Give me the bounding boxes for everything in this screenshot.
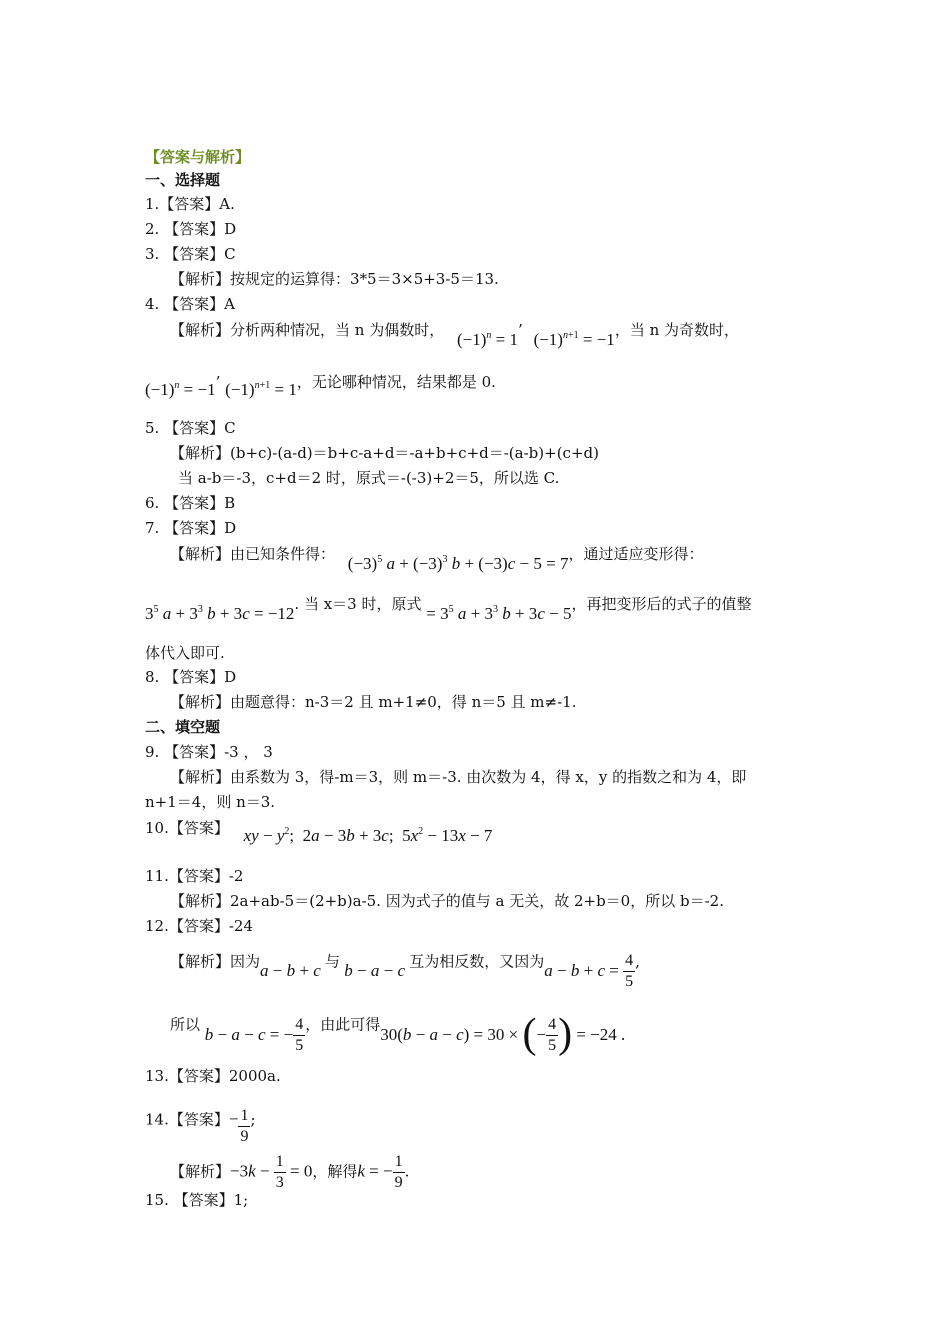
- section-choice: 一、选择题: [145, 171, 221, 189]
- explain-4-line2: $(-1)^n = -1$’ $(-1)^{n+1} = 1$，无论哪种情况，结果都是 0.: [145, 373, 496, 399]
- section-fill: 二、填空题: [145, 718, 221, 736]
- answer-11: 11.【答案】-2: [145, 867, 244, 885]
- answer-5: 5. 【答案】C: [145, 419, 236, 437]
- explain-4-end: ，无论哪种情况，结果都是 0.: [296, 373, 496, 391]
- answer-10-label: 10.【答案】: [145, 819, 229, 837]
- formula-result-end: = −24 .: [572, 1024, 626, 1044]
- page-title: 【答案与解析】: [145, 148, 251, 166]
- formula-a-b-c: a: [260, 960, 269, 980]
- formula-transformed: $3^5$ $a + 3^3$ b + 3c = −12: [145, 604, 295, 623]
- explain-12-line1: 【解析】因为a − b + c 与 b − a − c 互为相反数，又因为a − b + c = $\frac{4}{5}$ ,: [170, 952, 640, 990]
- explain-4-pre: 【解析】分析两种情况，当 n 为偶数时，: [170, 321, 445, 339]
- formula-condition: $(-3)^5$ $a + (-3)^3$ b + (−3)c − 5 = 7: [347, 554, 569, 573]
- formula-result: 30(b − a − c) = 30 ×: [380, 1024, 523, 1044]
- explain-4-mid: ，当 n 为奇数时，: [614, 321, 740, 339]
- answer-7: 7. 【答案】D: [145, 519, 237, 537]
- answer-14: 14.【答案】− $\frac{1}{9}$ ;: [145, 1107, 256, 1145]
- explain-12-mid2: 互为相反数，又因为: [409, 952, 545, 971]
- minus-sign: −: [536, 1024, 547, 1044]
- formula-even-2: $(-1)^{n+1} = -1$: [533, 330, 615, 349]
- formula-k: k = −: [357, 1161, 393, 1181]
- fraction-1-9: $\frac{1}{9}$: [240, 1107, 249, 1145]
- fraction-inner: $\frac{4}{5}$: [548, 1016, 557, 1054]
- answer-6: 6. 【答案】B: [145, 494, 236, 512]
- formula-odd-1: $(-1)^n = -1$: [145, 380, 216, 399]
- explain-7-line3: 体代入即可.: [145, 644, 225, 662]
- explain-8: 【解析】由题意得：n-3＝2 且 m+1≠0，得 n＝5 且 m≠-1.: [170, 693, 577, 711]
- answer-8: 8. 【答案】D: [145, 668, 237, 686]
- formula-answer-10: xy − $y^2$; 2a − 3b + 3c; $5x^2 - 13x - 7$: [243, 826, 493, 845]
- explain-14-mid: ，解得: [312, 1162, 358, 1181]
- paren-right: ): [558, 1010, 573, 1057]
- explain-3: 【解析】按规定的运算得：3*5＝3×5+3-5＝13.: [170, 270, 499, 288]
- equals-zero: = 0: [285, 1161, 313, 1181]
- answer-15: 15. 【答案】1;: [145, 1191, 249, 1209]
- explain-5-line2: 当 a-b＝-3，c+d＝2 时，原式＝-(-3)+2＝5，所以选 C.: [178, 469, 560, 487]
- explain-9-line1: 【解析】由系数为 3，得-m＝3，则 m＝-3. 由次数为 4，得 x，y 的指数之和为 4，即: [170, 768, 747, 786]
- answer-9: 9. 【答案】-3 ， 3: [145, 743, 273, 761]
- minus-14: −: [228, 1109, 239, 1129]
- fraction-1-3: $\frac{1}{3}$: [275, 1153, 284, 1191]
- paren-left: (: [522, 1010, 537, 1057]
- explain-14-pre: 【解析】: [170, 1162, 231, 1181]
- explain-12-pre2: 所以: [170, 1015, 201, 1034]
- formula-part: − b + c: [268, 960, 321, 980]
- fraction-1-9-k: $\frac{1}{9}$: [394, 1153, 403, 1191]
- formula-value: a − b + c =: [544, 960, 624, 980]
- explain-5-line1: 【解析】(b+c)-(a-d)＝b+c-a+d＝-a+b+c+d＝-(a-b)+(c+d): [170, 444, 599, 462]
- formula-b-a-c: b − a − c: [344, 960, 405, 980]
- explain-7-line1: [170, 544, 704, 573]
- explain-12-line2: [170, 1005, 626, 1057]
- explain-4-line1: 【解析】分析两种情况，当 n 为偶数时， $(-1)^n = 1$’ $(-1)^{n+1} = -1$，当 n 为奇数时，: [170, 321, 740, 349]
- fraction-4-5: $\frac{4}{5}$: [625, 952, 634, 990]
- answer-14-label: 14.【答案】: [145, 1110, 229, 1129]
- explain-12-mid3: ，由此可得: [305, 1015, 381, 1034]
- explain-11: 【解析】2a+ab-5＝(2+b)a-5. 因为式子的值与 a 无关，故 2+b＝0，所以 b＝-2.: [170, 892, 724, 910]
- explain-7-mid2: . 当 x＝3 时，原式: [294, 595, 422, 613]
- answer-10: [145, 818, 493, 845]
- answer-3: 3. 【答案】C: [145, 245, 236, 263]
- formula-equation-14: −3k −: [230, 1161, 274, 1181]
- formula-b-a-c-value: b − a − c = −: [204, 1024, 294, 1044]
- explain-7-line2: [145, 594, 752, 623]
- answer-4: 4. 【答案】A: [145, 295, 235, 313]
- fraction-neg-4-5: $\frac{4}{5}$: [295, 1016, 304, 1054]
- answer-2: 2. 【答案】D: [145, 220, 237, 238]
- formula-even-1: $(-1)^n = 1$: [456, 330, 518, 349]
- answer-13: 13.【答案】2000a.: [145, 1067, 281, 1085]
- answer-1: 1.【答案】A.: [145, 195, 235, 213]
- answer-12: 12.【答案】-24: [145, 917, 254, 935]
- explain-9-line2: n+1＝4，则 n＝3.: [145, 793, 276, 811]
- explain-12-pre: 【解析】因为: [170, 952, 261, 971]
- explain-12-mid1: 与: [325, 952, 341, 971]
- explain-7-pre: 【解析】由已知条件得：: [170, 545, 336, 563]
- formula-odd-2: $(-1)^{n+1} = 1$: [225, 380, 297, 399]
- formula-original: = $3^5$ $a + 3^3$ b + 3c − 5: [426, 604, 572, 623]
- explain-7-end: ，再把变形后的式子的值整: [571, 595, 752, 613]
- explain-7-mid: ，通过适应变形得：: [568, 545, 704, 563]
- explain-14: 【解析】−3k − $\frac{1}{3}$ = 0，解得k = − $\frac{1}{9}$ .: [170, 1153, 410, 1191]
